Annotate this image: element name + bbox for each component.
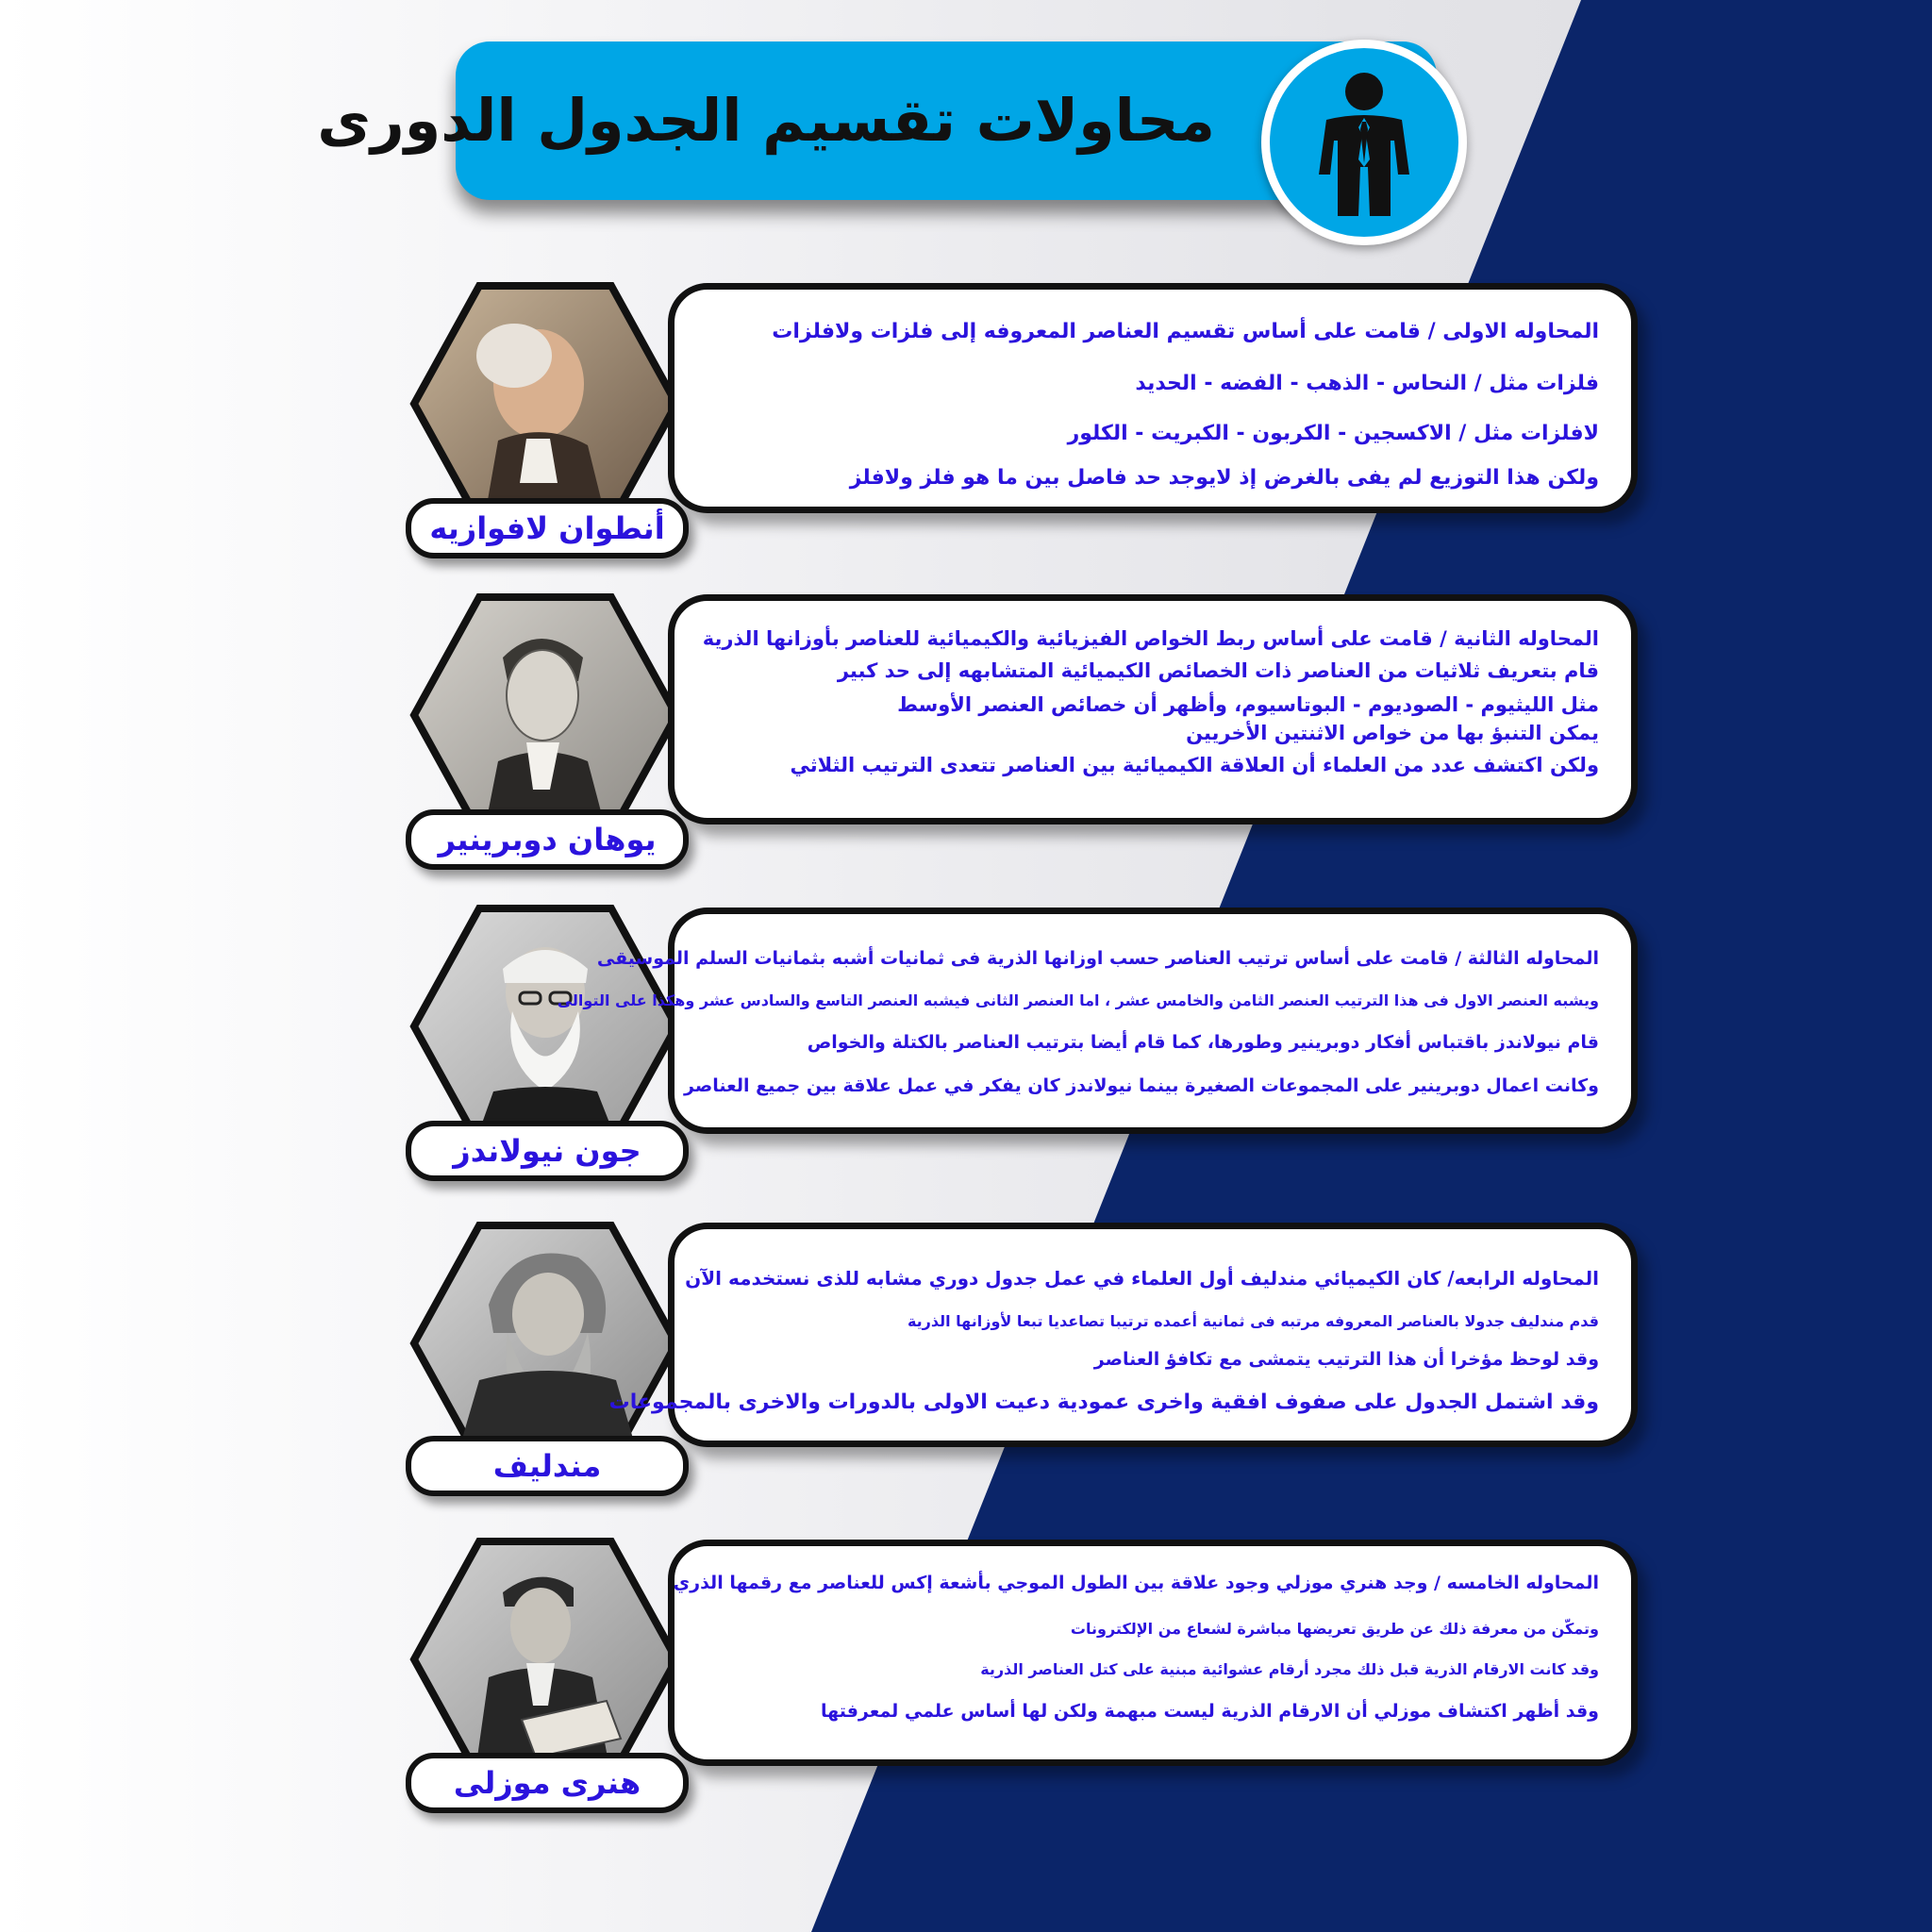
scientist-name-3: جون نيولاندز [453, 1133, 641, 1169]
name-tag-5 [406, 1753, 689, 1813]
scientist-name-5: هنرى موزلى [453, 1765, 641, 1801]
portrait-moseley [408, 1536, 682, 1783]
attempt-2-line-1: المحاوله الثانية / قامت على أساس ربط الخواص الفيزيائية والكيميائية للعناصر بأوزانها الذرية [702, 627, 1599, 650]
name-tag-1 [406, 498, 689, 558]
attempt-4-line-3: وقد لوحظ مؤخرا أن هذا الترتيب يتمشى مع تكافؤ العناصر [1093, 1349, 1599, 1370]
attempt-1-line-1: المحاوله الاولى / قامت على أساس تقسيم العناصر المعروفه إلى فلزات ولافلزات [772, 320, 1599, 343]
attempt-2-line-3: مثل الليثيوم - الصوديوم - البوتاسيوم، وأظهر أن خصائص العنصر الأوسط [897, 693, 1599, 716]
attempt-card-2 [668, 594, 1638, 824]
name-tag-3 [406, 1121, 689, 1181]
attempt-2-line-5: ولكن اكتشف عدد من العلماء أن العلاقة الكيميائية بين العناصر تتعدى الترتيب الثلاثي [790, 754, 1599, 776]
attempt-card-1 [668, 283, 1638, 513]
scientist-name-1: أنطوان لافوازيه [429, 510, 665, 546]
name-tag-2 [406, 809, 689, 870]
attempt-5-line-2: وتمكّن من معرفة ذلك عن طريق تعريضها مباشرة لشعاع من الإلكترونات [1070, 1620, 1599, 1638]
attempt-card-3 [557, 908, 1638, 1134]
attempt-5-line-3: وقد كانت الارقام الذرية قبل ذلك مجرد أرقام عشوائية مبنية على كتل العناصر الذرية [980, 1660, 1599, 1678]
attempt-1-line-3: لافلزات مثل / الاكسجين - الكربون - الكبريت - الكلور [1067, 422, 1599, 445]
page-title: محاولات تقسيم الجدول الدورى [317, 86, 1215, 155]
attempt-2-line-2: قام بتعريف ثلاثيات من العناصر ذات الخصائص الكيميائية المتشابهه إلى حد كبير [837, 659, 1599, 682]
portrait-newlands [408, 903, 682, 1150]
attempt-1-line-2: فلزات مثل / النحاس - الذهب - الفضه - الحديد [1135, 372, 1599, 395]
attempt-3-line-3: قام نيولاندز باقتباس أفكار دوبرينير وطورها، كما قام أيضا بترتيب العناصر بالكتلة والخواص [807, 1032, 1599, 1053]
attempt-3-line-4: وكانت اعمال دوبرينير على المجموعات الصغيرة بينما نيولاندز كان يفكر في عمل علاقة بين جميع العناصر [684, 1075, 1599, 1096]
attempt-1-line-4: ولكن هذا التوزيع لم يفى بالغرض إذ لايوجد حد فاصل بين ما هو فلز ولافلز [849, 466, 1599, 490]
attempt-4-line-1: المحاوله الرابعه/ كان الكيميائي مندليف أول العلماء في عمل جدول دوري مشابه للذى نستخدمه الآن [685, 1267, 1599, 1290]
scientist-name-4: مندليف [492, 1448, 602, 1484]
attempt-4-line-4: وقد اشتمل الجدول على صفوف افقية واخرى عمودية دعيت الاولى بالدورات والاخرى بالمجموعات [608, 1391, 1599, 1414]
attempt-5-line-4: وقد أظهر اكتشاف موزلي أن الارقام الذرية ليست مبهمة ولكن لها أساس علمي لمعرفتها [821, 1701, 1599, 1722]
attempt-3-line-2: ويشبه العنصر الاول فى هذا الترتيب العنصر الثامن والخامس عشر ، اما العنصر الثانى فيشبه العنصر التاسع والسادس عشر وهكذا على التوالى [557, 991, 1599, 1009]
businessman-icon [1261, 40, 1467, 245]
attempt-3-line-1: المحاوله الثالثة / قامت على أساس ترتيب العناصر حسب اوزانها الذرية فى ثمانيات أشبه بثمانيات السلم الموسيقى [596, 948, 1599, 969]
portrait-dobereiner [408, 591, 682, 839]
attempt-5-line-1: المحاوله الخامسه / وجد هنري موزلي وجود علاقة بين الطول الموجي بأشعة إكس للعناصر مع رقمها الذري [673, 1573, 1599, 1593]
portrait-lavoisier [408, 280, 682, 527]
attempt-card-5 [668, 1540, 1638, 1766]
portrait-mendeleev [408, 1220, 682, 1467]
name-tag-4 [406, 1436, 689, 1496]
scientist-name-2: يوهان دوبرينير [438, 822, 657, 858]
attempt-2-line-4: يمكن التنبؤ بها من خواص الاثنتين الأخريين [1186, 722, 1599, 744]
attempt-4-line-2: قدم مندليف جدولا بالعناصر المعروفه مرتبه فى ثمانية أعمده ترتيبا تصاعديا تبعا لأوزانها الذرية [907, 1312, 1599, 1330]
attempt-card-4 [608, 1223, 1638, 1447]
